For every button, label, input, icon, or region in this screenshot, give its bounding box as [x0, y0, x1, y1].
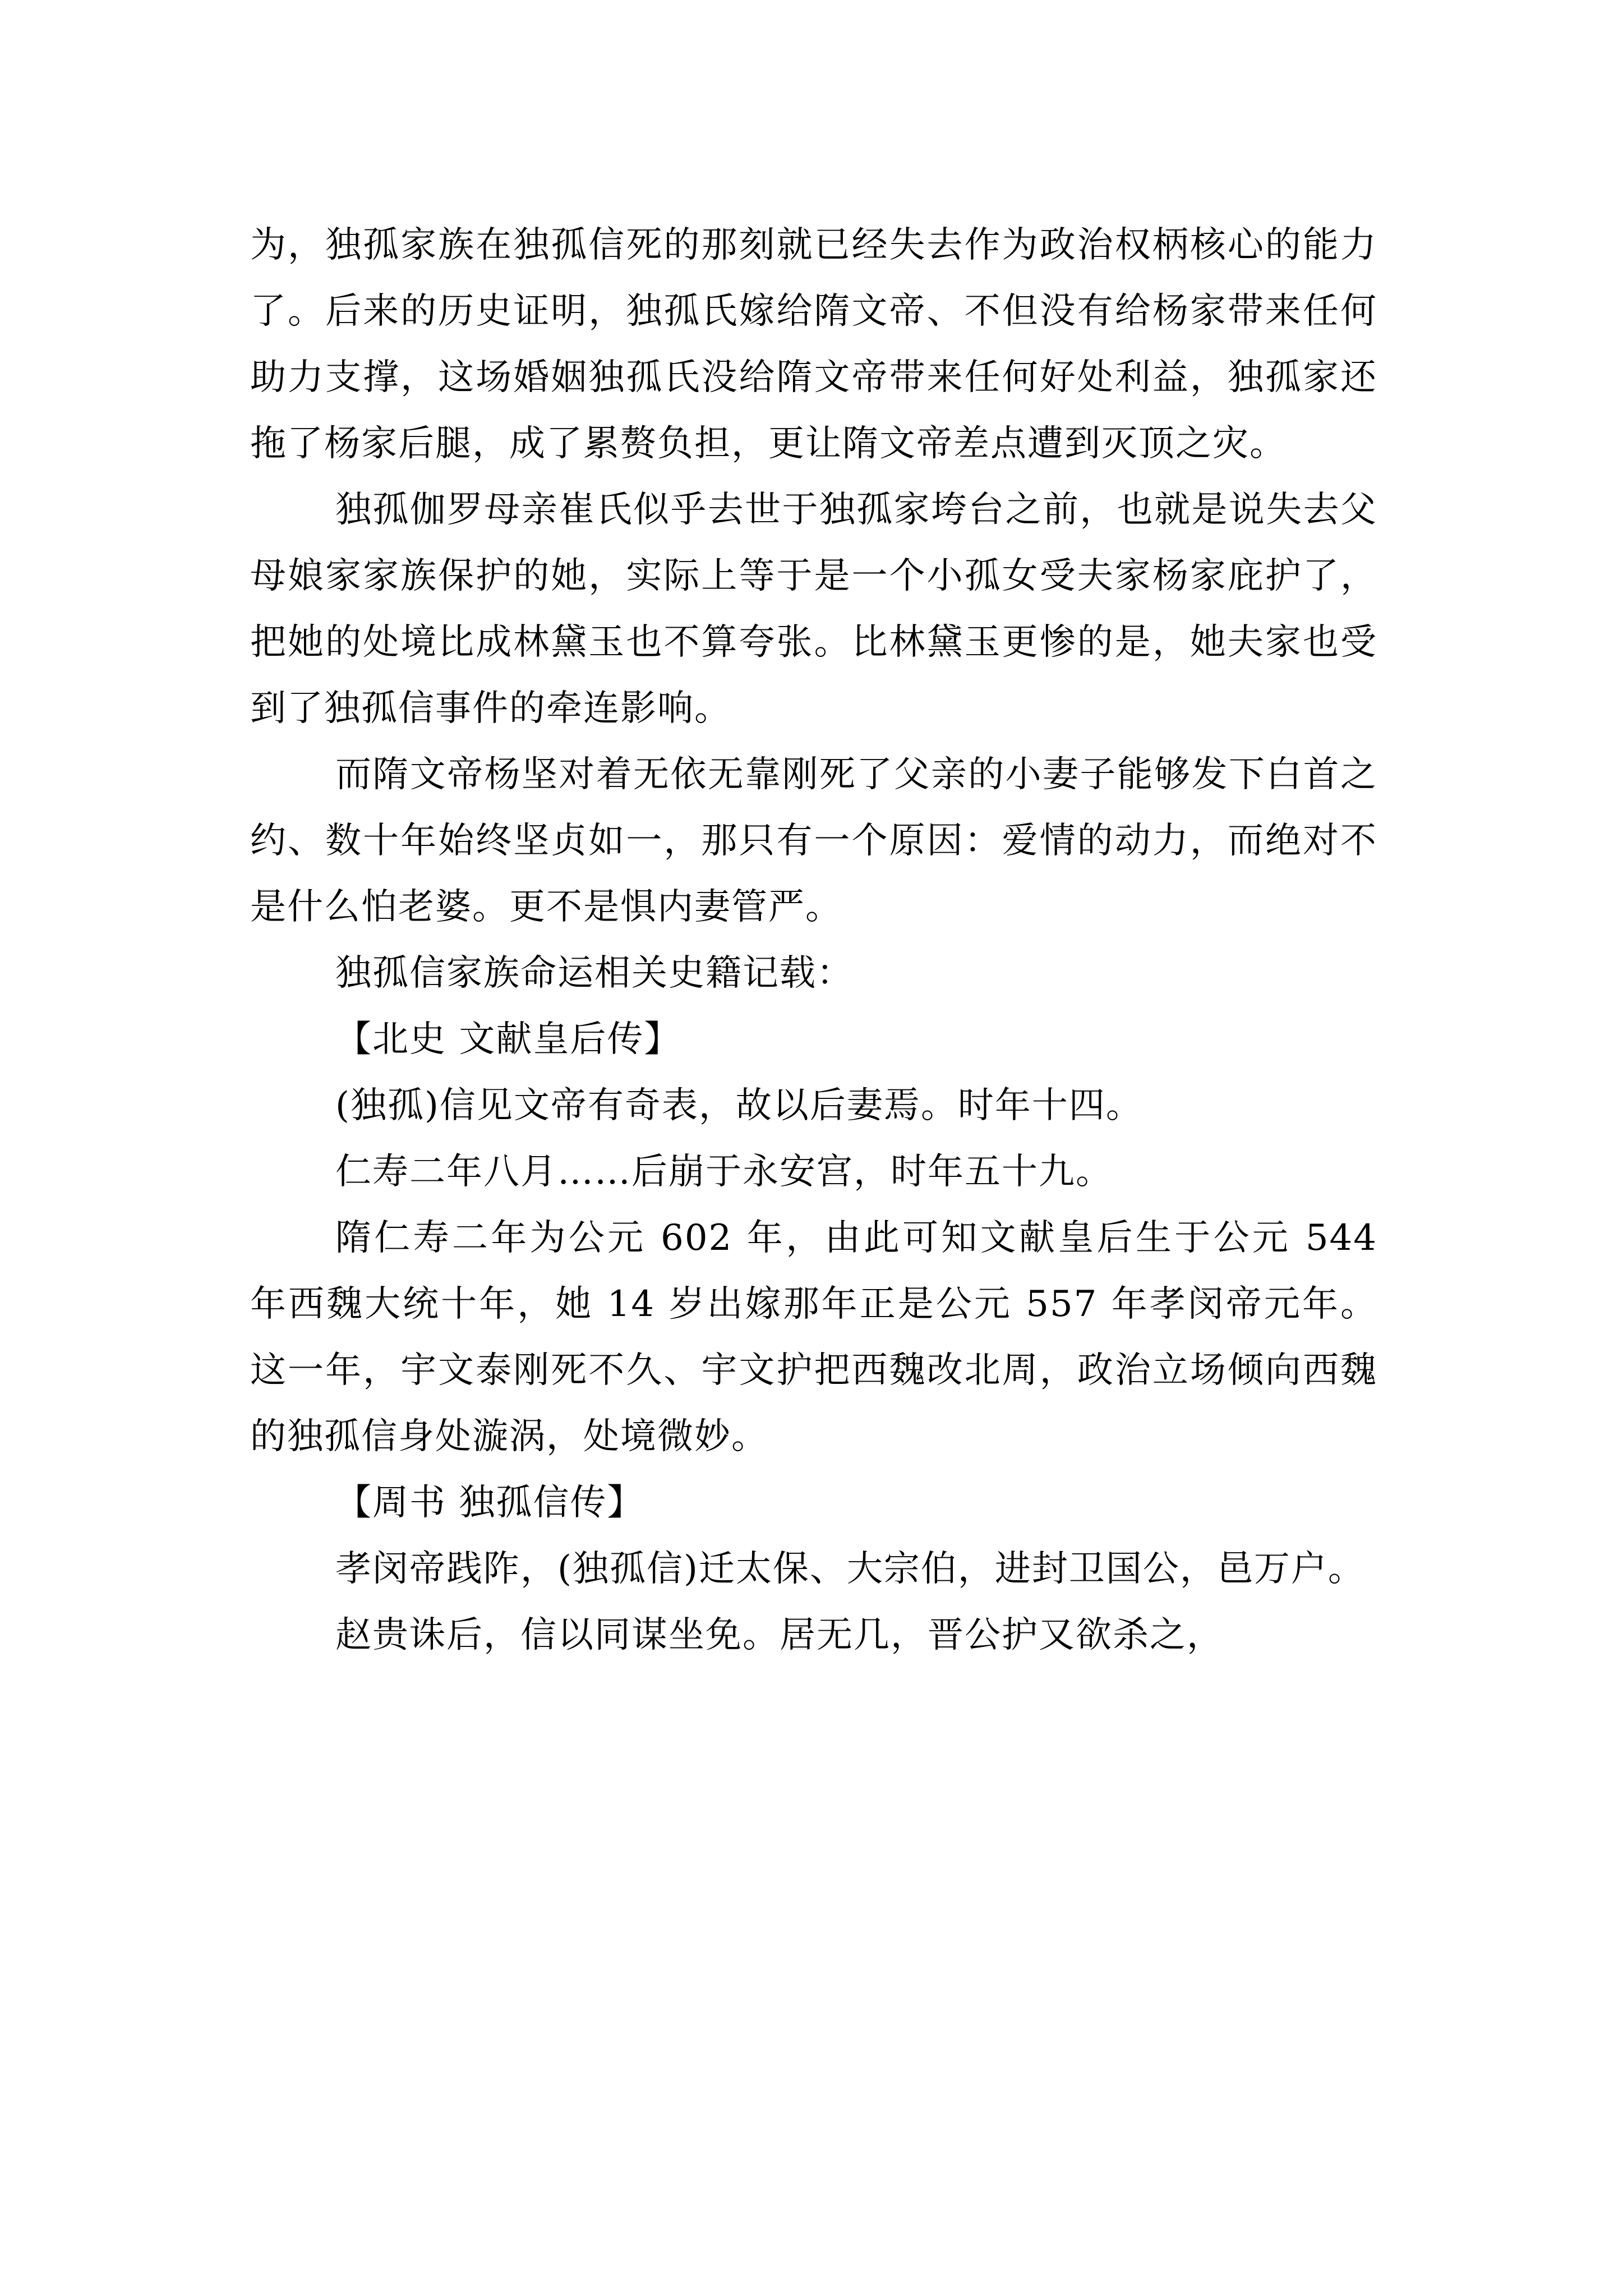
source-heading-zhoushu: 【周书 独孤信传】 [335, 1482, 644, 1524]
paragraph-2: 独孤伽罗母亲崔氏似乎去世于独孤家垮台之前，也就是说失去父母娘家家族保护的她，实际上等于是一个小孤女受夫家杨家庇护了，把她的处境比成林黛玉也不算夸张。比林黛玉更惨的是，她夫家也受到了独孤信事件的牵连影响。 [250, 489, 1377, 729]
quote-1: (独孤)信见文帝有奇表，故以后妻焉。时年十四。 [335, 1085, 1143, 1126]
paragraph-1: 为，独孤家族在独孤信死的那刻就已经失去作为政治权柄核心的能力了。后来的历史证明，独孤氏嫁给隋文帝、不但没有给杨家带来任何助力支撑，这场婚姻独孤氏没给隋文帝带来任何好处利益，独孤家还拖了杨家后腿，成了累赘负担，更让隋文帝差点遭到灭顶之灾。 [250, 224, 1377, 464]
paragraph-4: 独孤信家族命运相关史籍记载： [335, 953, 854, 994]
source-heading-beishi: 【北史 文献皇后传】 [335, 1019, 681, 1060]
quote-3: 孝闵帝践阼，(独孤信)迁太保、大宗伯，进封卫国公，邑万户。 [335, 1548, 1365, 1590]
quote-4: 赵贵诛后，信以同谋坐免。居无几，晋公护又欲杀之， [335, 1614, 1224, 1656]
paragraph-analysis: 隋仁寿二年为公元 602 年，由此可知文献皇后生于公元 544 年西魏大统十年，她 14 岁出嫁那年正是公元 557 年孝闵帝元年。这一年，宇文泰刚死不久、宇文护把西魏改北周，政治立场倾向西魏的独孤信身处漩涡，处境微妙。 [250, 1217, 1377, 1457]
paragraph-3: 而隋文帝杨坚对着无依无靠刚死了父亲的小妻子能够发下白首之约、数十年始终坚贞如一，那只有一个原因：爱情的动力，而绝对不是什么怕老婆。更不是惧内妻管严。 [250, 754, 1377, 928]
quote-2: 仁寿二年八月……后崩于永安宫，时年五十九。 [335, 1151, 1113, 1193]
body-text [250, 212, 1377, 1668]
